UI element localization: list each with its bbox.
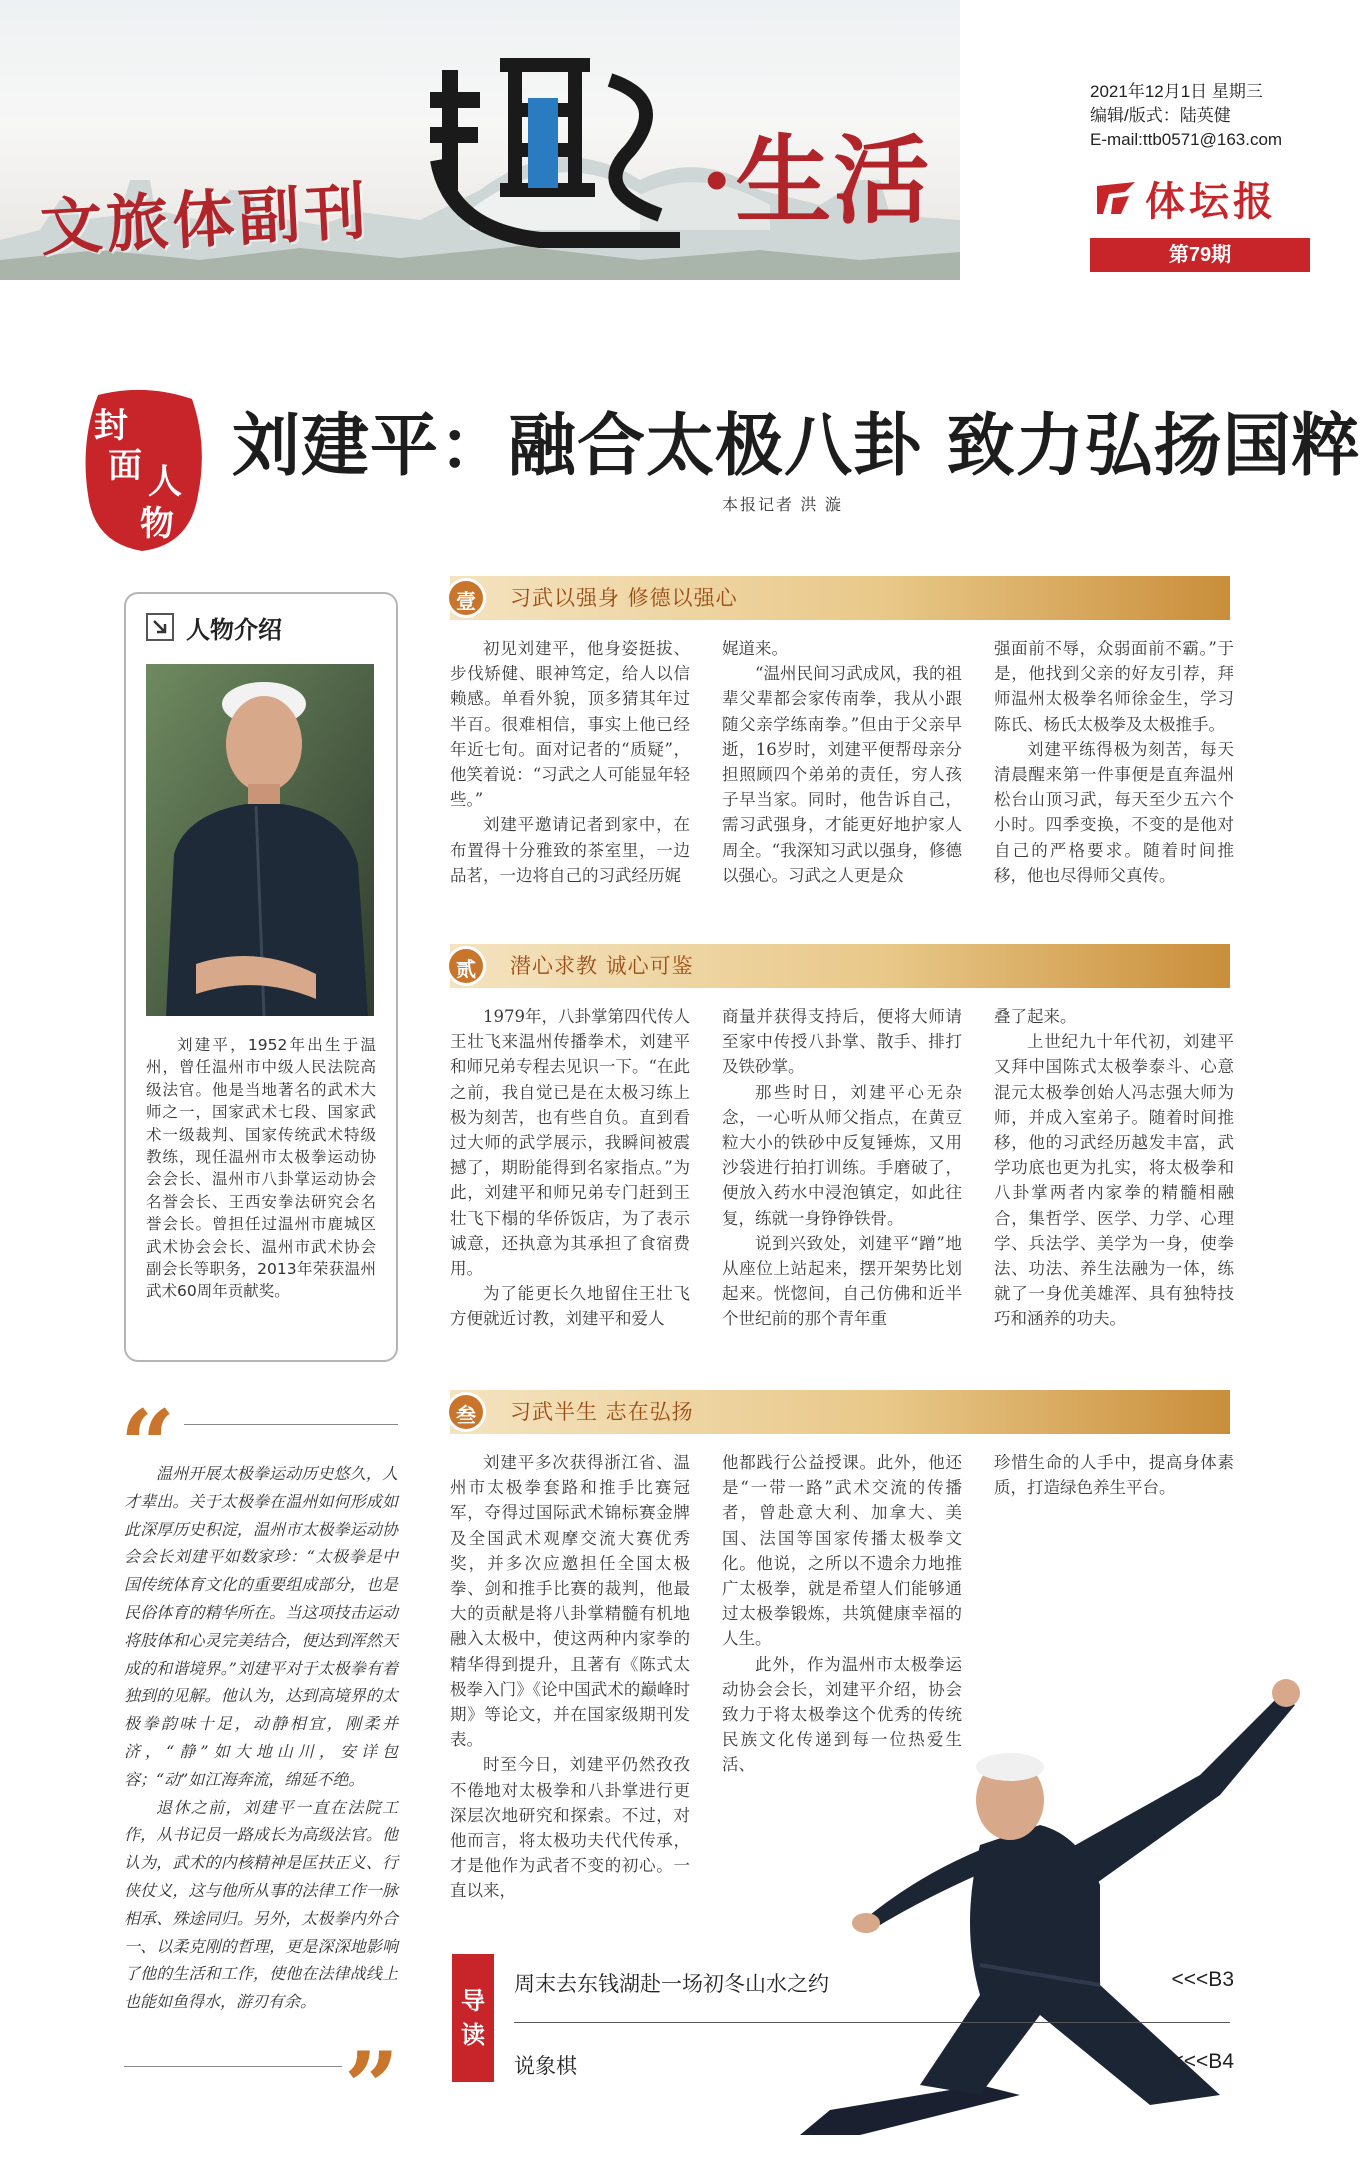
profile-heading	[146, 610, 376, 644]
section-number: 叁	[446, 1392, 486, 1432]
guide-item-b3[interactable]	[514, 1968, 1234, 1998]
supplement-banner: 文旅体副刊	[38, 174, 372, 265]
section-number: 壹	[446, 578, 486, 618]
section-title: 习武以强身 修德以强心	[510, 586, 738, 610]
paragraph: 说到兴致处，刘建平“蹭”地从座位上站起来，摆开架势比划起来。恍惚间，自己仿佛和近半个世纪前的那个青年重	[722, 1233, 962, 1329]
paragraph: 刘建平多次获得浙江省、温州市太极拳套路和推手比赛冠军，夺得过国际武术锦标赛金牌及全国武术观摩交流大赛优秀奖，并多次应邀担任全国太极拳、剑和推手比赛的裁判，他最大的贡献是将八卦掌精髓有机地融入太极中，使这两种内家拳的精华得到提升，且著有《陈式太极拳入门》《论中国武术的巅峰时期》等论文，并在国家级期刊发表。	[450, 1453, 690, 1750]
guide-divider	[514, 2022, 1230, 2023]
section-1-col-3	[994, 636, 1234, 888]
section-3-col-1	[450, 1450, 690, 1901]
pull-quote-paragraph: 退休之前，刘建平一直在法院工作，从书记员一路成长为高级法官。他认为，武术的内核精神是匡扶正义、行侠仗义，这与他所从事的法律工作一脉相承、殊途同归。另外，太极拳内外合一、以柔克刚的哲理，更是深深地影响了他的生活和工作，使他在法律战线上也能如鱼得水，游刃有余。	[124, 1797, 398, 2012]
pull-quote-paragraph: 温州开展太极拳运动历史悠久，人才辈出。关于太极拳在温州如何形成如此深厚历史积淀，温州市太极拳运动协会会长刘建平如数家珍：“太极拳是中国传统体育文化的重要组成部分，也是民俗体育的精华所在。当这项技击运动将肢体和心灵完美结合，便达到浑然天成的和谐境界。”刘建平对于太极拳有着独到的见解。他认为，达到高境界的太极拳韵味十足，动静相宜，刚柔并济，“静”如大地山川，安详包容；“动”如江海奔流，绵延不绝。	[124, 1464, 398, 1789]
paragraph: 娓道来。	[722, 639, 788, 658]
guide-item-title: 周末去东钱湖赴一场初冬山水之约	[514, 1972, 829, 1996]
paper-logo-icon	[1095, 178, 1137, 218]
guide-item-page-ref: <<<B4	[1171, 2050, 1234, 2073]
section-title: 习武半生 志在弘扬	[510, 1400, 694, 1424]
quote-rule-bottom	[124, 2066, 342, 2067]
paragraph: 他都践行公益授课。此外，他还是“一带一路”武术交流的传播者，曾赴意大利、加拿大、美国、法国等国家传播太极拳文化。他说，之所以不遗余力地推广太极拳，就是希望人们能够通过太极拳锻炼，共筑健康幸福的人生。	[722, 1453, 962, 1649]
paragraph: “温州民间习武成风，我的祖辈父辈都会家传南拳，我从小跟随父亲学练南拳。”但由于父亲早逝，16岁时，刘建平便帮母亲分担照顾四个弟弟的责任，穷人孩子早当家。同时，他告诉自己，需习武强身，才能更好地护家人周全。“我深知习武以强身，修德以强心。习武之人更是众	[722, 664, 962, 885]
issue-date: 2021年12月1日 星期三	[1090, 82, 1263, 101]
article-headline: 刘建平：融合太极八卦 致力弘扬国粹	[232, 407, 1361, 486]
paragraph: 为了能更长久地留住王壮飞方便就近讨教，刘建平和爱人	[450, 1284, 690, 1329]
section-title: 潜心求教 诚心可鉴	[510, 954, 694, 978]
section-3-col-3	[994, 1450, 1234, 1510]
paragraph: 此外，作为温州市太极拳运动协会会长，刘建平介绍，协会致力于将太极拳这个优秀的传统民族文化传递到每一位热爱生活、	[722, 1654, 962, 1775]
paragraph: 刘建平邀请记者到家中，在布置得十分雅致的茶室里，一边品茗，一边将自己的习武经历娓	[450, 815, 690, 885]
paragraph: 商量并获得支持后，便将大师请至家中传授八卦掌、散手、排打及铁砂掌。	[722, 1007, 962, 1077]
section-2-col-3	[994, 1004, 1234, 1332]
arrow-down-right-icon	[146, 613, 174, 641]
paragraph: 珍惜生命的人手中，提高身体素质，打造绿色养生平台。	[994, 1453, 1234, 1498]
quote-rule-top	[184, 1424, 398, 1425]
paragraph: 叠了起来。	[994, 1007, 1077, 1026]
seal-char: 封	[94, 406, 128, 446]
masthead	[0, 0, 1350, 300]
section-3-col-2	[722, 1450, 962, 1775]
close-quote-mark: ”	[344, 2031, 400, 2144]
paragraph: 那些时日，刘建平心无杂念，一心听从师父指点，在黄豆粒大小的铁砂中反复锤炼，又用沙袋进行拍打训练。手磨破了，便放入药水中浸泡镇定，如此往复，练就一身铮铮铁骨。	[722, 1082, 962, 1228]
qu-logo	[430, 40, 690, 250]
guide-item-page-ref: <<<B3	[1171, 1968, 1234, 1991]
section-2-col-2	[722, 1004, 962, 1332]
issue-meta	[1090, 80, 1320, 152]
paragraph: 初见刘建平，他身姿挺拔、步伐矫健、眼神笃定，给人以信赖感。单看外貌，顶多猜其年过半百。很难相信，事实上他已经年近七旬。面对记者的“质疑”，他笑着说：“习武之人可能显年轻些。”	[450, 639, 690, 810]
section-number: 贰	[446, 946, 486, 986]
seal-char: 面	[108, 446, 142, 486]
guide-tag-char: 读	[461, 2021, 485, 2049]
profile-box	[124, 592, 398, 1362]
life-logo-text: ·生活	[700, 124, 932, 237]
article-byline: 本报记者 洪 漩	[722, 497, 843, 514]
section-1-col-2	[722, 636, 962, 888]
section-1-col-1	[450, 636, 690, 888]
paper-name: 体坛报	[1145, 177, 1277, 225]
editor-email[interactable]: E-mail:ttb0571@163.com	[1090, 130, 1283, 149]
editor-credit: 编辑/版式：陆英健	[1090, 106, 1231, 125]
issue-number: 第79期	[1090, 238, 1310, 272]
pull-quote	[124, 1460, 398, 2016]
paragraph: 时至今日，刘建平仍然孜孜不倦地对太极拳和八卦掌进行更深层次地研究和探索。不过，对他而言，将太极功夫代代传承，才是他作为武者不变的初心。一直以来，	[450, 1755, 690, 1901]
guide-tag-char: 导	[461, 1987, 485, 2015]
paragraph: 强面前不辱，众弱面前不霸。”于是，他找到父亲的好友引荐，拜师温州太极拳名师徐金生，学习陈氏、杨氏太极拳及太极推手。	[994, 639, 1234, 734]
cover-figure-seal	[80, 385, 210, 555]
paragraph: 1979年，八卦掌第四代传人王壮飞来温州传播拳术，刘建平和师兄弟专程去见识一下。“在此之前，我自觉已是在太极习练上极为刻苦，也有些自负。直到看过大师的武学展示，我瞬间被震撼了，期盼能得到名家指点。”为此，刘建平和师兄弟专门赶到王壮飞下榻的华侨饭店，为了表示诚意，还执意为其承担了食宿费用。	[450, 1007, 690, 1279]
paper-logo	[1095, 170, 1277, 226]
portrait-photo	[146, 664, 374, 1016]
profile-bio: 刘建平，1952年出生于温州，曾任温州市中级人民法院高级法官。他是当地著名的武术大师之一，国家武术七段、国家武术一级裁判、国家传统武术特级教练，现任温州市太极拳运动协会会长、温州市八卦掌运动协会名誉会长、王西安拳法研究会名誉会长。曾担任过温州市鹿城区武术协会会长、温州市武术协会副会长等职务，2013年荣获温州武术60周年贡献奖。	[146, 1036, 376, 1301]
profile-heading-text: 人物介绍	[186, 615, 282, 644]
section-header-1	[450, 576, 1230, 620]
paragraph: 刘建平练得极为刻苦，每天清晨醒来第一件事便是直奔温州松台山顶习武，每天至少五六个小时。四季变换，不变的是他对自己的严格要求。随着时间推移，他也尽得师父真传。	[994, 739, 1234, 885]
section-header-2	[450, 944, 1230, 988]
section-2-col-1	[450, 1004, 690, 1332]
section-header-3	[450, 1390, 1230, 1434]
seal-char: 人	[148, 462, 182, 502]
paragraph: 上世纪九十年代初，刘建平又拜中国陈式太极拳泰斗、心意混元太极拳创始人冯志强大师为师，并成入室弟子。随着时间推移，他的习武经历越发丰富，武学功底也更为扎实，将太极拳和八卦掌两者内家拳的精髓相融合，集哲学、医学、力学、心理学、兵法学、美学为一身，使拳法、功法、养生法融为一体，练就了一身优美雄浑、具有独特技巧和涵养的功夫。	[994, 1032, 1234, 1329]
reading-guide-tag	[452, 1954, 494, 2082]
guide-item-title: 说象棋	[514, 2054, 577, 2078]
guide-item-b4[interactable]	[514, 2050, 1234, 2080]
seal-char: 物	[140, 504, 174, 544]
open-quote-mark: “	[120, 1389, 176, 1502]
